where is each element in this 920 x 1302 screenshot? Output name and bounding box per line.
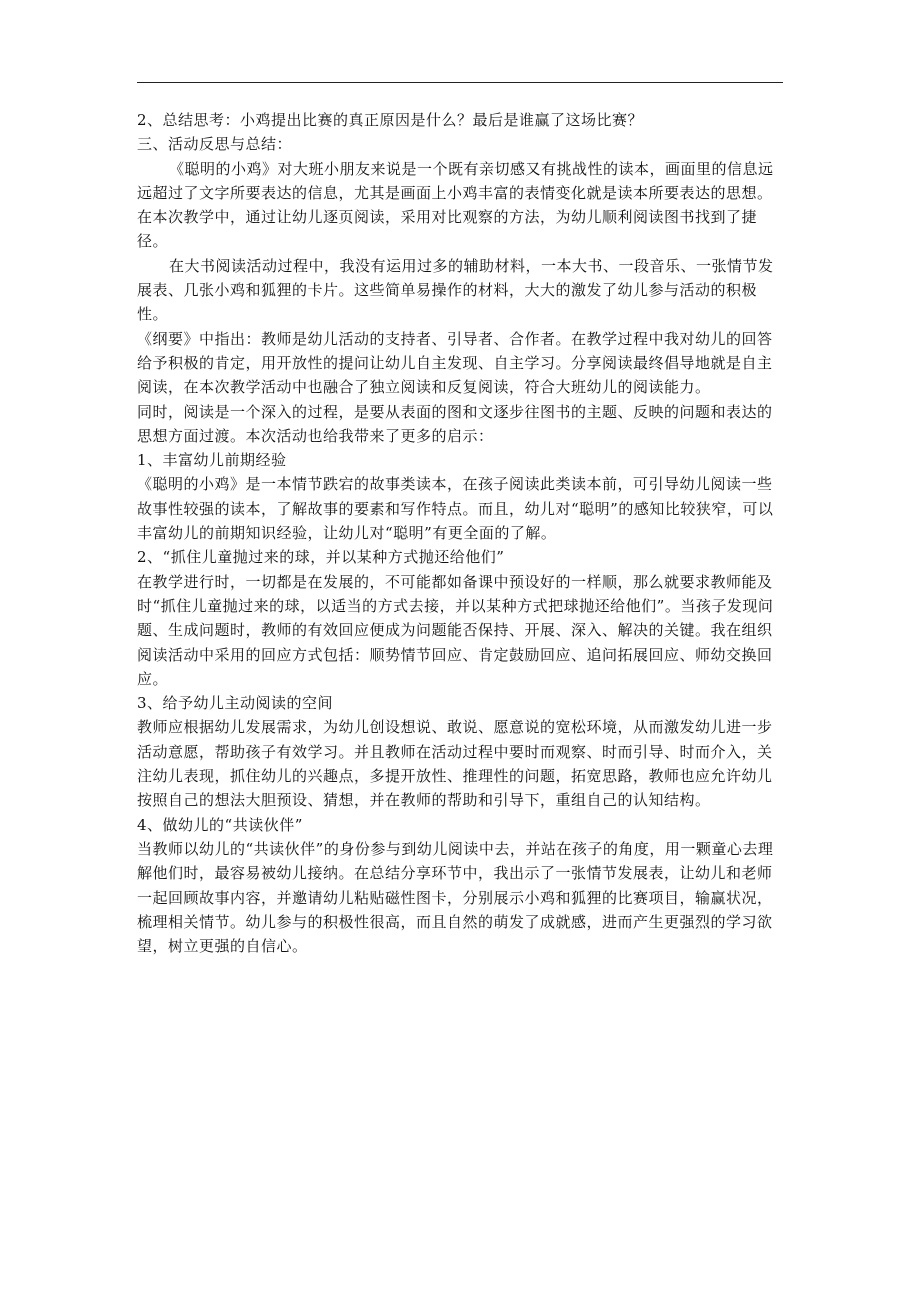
- point-2-heading: 2、“抓住儿童抛过来的球，并以某种方式抛还给他们”: [137, 548, 505, 567]
- point-1-body: 《聪明的小鸡》是一本情节跌宕的故事类读本，在孩子阅读此类读本前，可引导幼儿阅读一些故事性较强的读本，了解故事的要素和写作特点。而且，幼儿对“聪明”的感知比较狭窄，可以丰富幼儿的前期知识经验，让幼儿对“聪明”有更全面的了解。: [137, 475, 774, 543]
- section-title-reflection: 三、活动反思与总结：: [137, 135, 293, 154]
- point-4-heading: 4、做幼儿的“共读伙伴”: [137, 815, 303, 834]
- point-1-heading: 1、丰富幼儿前期经验: [137, 451, 287, 470]
- point-4-body: 当教师以幼儿的“共读伙伴”的身份参与到幼儿阅读中去，并站在孩子的角度，用一颗童心去理解他们时，最容易被幼儿接纳。在总结分享环节中，我出示了一张情节发展表，让幼儿和老师一起回顾故事内容，并邀请幼儿粘贴磁性图卡，分别展示小鸡和狐狸的比赛项目，输赢状况，梳理相关情节。幼儿参与的积极性很高，而且自然的萌发了成就感，进而产生更强烈的学习欲望，树立更强的自信心。: [137, 839, 774, 956]
- point-3-body: 教师应根据幼儿发展需求，为幼儿创设想说、敢说、愿意说的宽松环境，从而激发幼儿进一步活动意愿，帮助孩子有效学习。并且教师在活动过程中要时而观察、时而引导、时而介入，关注幼儿表现，抓住幼儿的兴趣点，多提开放性、推理性的问题，拓宽思路，教师也应允许幼儿按照自己的想法大胆预设、猜想，并在教师的帮助和引导下，重组自己的认知结构。: [137, 718, 773, 810]
- header-rule: [137, 82, 783, 83]
- summary-question: 2、总结思考：小鸡提出比赛的真正原因是什么？最后是谁赢了这场比赛？: [137, 111, 644, 129]
- document-body: [137, 108, 785, 958]
- paragraph-materials: 在大书阅读活动过程中，我没有运用过多的辅助材料，一本大书、一段音乐、一张情节发展表、几张小鸡和狐狸的卡片。这些简单易操作的材料，大大的激发了幼儿参与活动的积极性。: [137, 256, 774, 324]
- point-3-heading: 3、给予幼儿主动阅读的空间: [137, 694, 334, 713]
- point-2-body: 在教学进行时，一切都是在发展的，不可能都如备课中预设好的一样顺，那么就要求教师能及时“抓住儿童抛过来的球，以适当的方式去接，并以某种方式把球抛还给他们”。当孩子发现问题、生成问题时，教师的有效回应便成为问题能否保持、开展、深入、解决的关键。我在组织阅读活动中采用的回应方式包括：顺势情节回应、肯定鼓励回应、追问拓展回应、师幼交换回应。: [137, 572, 774, 688]
- paragraph-guidelines: 《纲要》中指出：教师是幼儿活动的支持者、引导者、合作者。在教学过程中我对幼儿的回答给予积极的肯定，用开放性的提问让幼儿自主发现、自主学习。分享阅读最终倡导地就是自主阅读，在本次教学活动中也融合了独立阅读和反复阅读，符合大班幼儿的阅读能力。: [137, 329, 773, 397]
- paragraph-deep-reading: 同时，阅读是一个深入的过程，是要从表面的图和文逐步往图书的主题、反映的问题和表达的思想方面过渡。本次活动也给我带来了更多的启示：: [137, 402, 773, 445]
- paragraph-book-intro: 《聪明的小鸡》对大班小朋友来说是一个既有亲切感又有挑战性的读本，画面里的信息远远超过了文字所要表达的信息，尤其是画面上小鸡丰富的表情变化就是读本所要表达的思想。在本次教学中，通过让幼儿逐页阅读，采用对比观察的方法，为幼儿顺利阅读图书找到了捷径。: [137, 159, 774, 251]
